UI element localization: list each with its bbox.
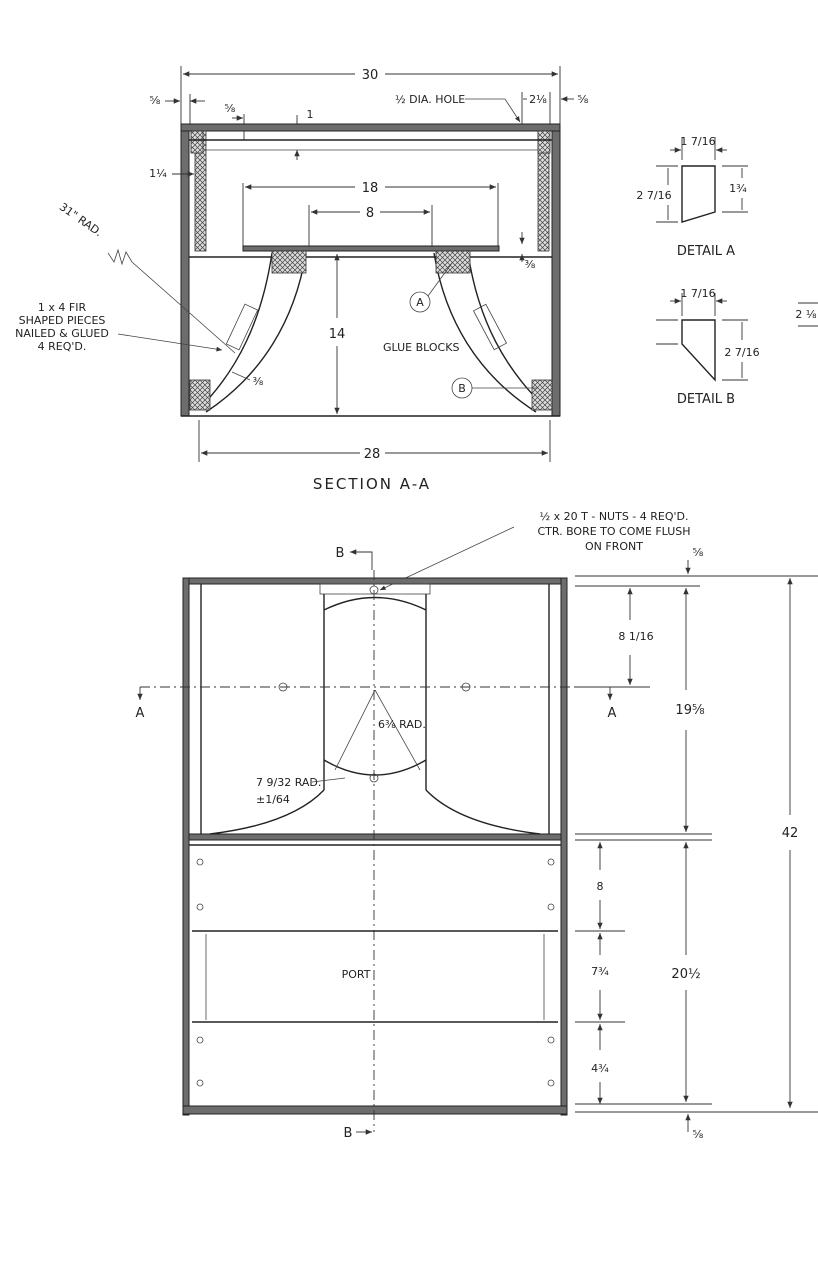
detail-a-title: DETAIL A	[676, 244, 736, 259]
section-b-label-bottom: B	[343, 1126, 353, 1141]
dim-top-5-8: ⅝	[692, 546, 704, 559]
rad-7-label: 7 9/32 RAD.	[256, 776, 322, 789]
tolerance-label: ±1/64	[256, 793, 290, 806]
dim-side-1-1-4: 1¼	[149, 167, 167, 180]
fir-note-line-4: 4 REQ'D.	[37, 340, 87, 353]
dim-horn-3-8: ⅜	[252, 375, 264, 388]
detail-b-dim-top: 1 7/16	[680, 287, 716, 300]
dim-42: 42	[781, 826, 799, 841]
section-a-label-left: A	[135, 706, 145, 721]
detail-b-dim-edge: 2 ⅛	[795, 308, 817, 321]
section-aa-view	[15, 66, 589, 493]
tnut-note-line-3: ON FRONT	[585, 540, 643, 553]
dim-inner-18: 18	[361, 181, 379, 196]
detail-a-dim-top: 1 7/16	[680, 135, 716, 148]
dim-7-3-4: 7¾	[591, 965, 609, 978]
dim-bottom-5-8: ⅝	[692, 1128, 704, 1141]
hole-note: ½ DIA. HOLE	[395, 93, 466, 106]
callout-b: B	[458, 382, 466, 395]
tnut-note-line-2: CTR. BORE TO COME FLUSH	[537, 525, 691, 538]
detail-b-title: DETAIL B	[676, 392, 736, 407]
dim-inner-8: 8	[365, 206, 375, 221]
dim-height-14: 14	[328, 327, 346, 342]
dim-20-1-2: 20½	[671, 967, 701, 982]
dim-right-2-1-8: 2⅛	[529, 93, 547, 106]
rad-6-label: 6⅜ RAD.	[378, 718, 426, 731]
dim-8: 8	[596, 880, 604, 893]
dim-left-edge: ⅝	[149, 94, 161, 107]
detail-a-dim-right: 1¾	[729, 182, 747, 195]
dim-baffle-3-8: ⅜	[524, 258, 536, 271]
tnut-note-line-1: ½ x 20 T - NUTS - 4 REQ'D.	[539, 510, 689, 523]
dim-bottom-width: 28	[363, 447, 381, 462]
fir-note-line-3: NAILED & GLUED	[15, 327, 109, 340]
detail-a-dim-left: 2 7/16	[636, 189, 672, 202]
dim-overall-width: 30	[361, 68, 379, 83]
detail-a-view	[636, 135, 748, 259]
section-aa-title: SECTION A-A	[312, 475, 432, 493]
dim-panel-1: 1	[306, 108, 314, 121]
detail-b-dim-right: 2 7/16	[724, 346, 760, 359]
front-view	[136, 510, 818, 1141]
dim-19-5-8: 19⅝	[675, 703, 705, 718]
fir-note-line-2: SHAPED PIECES	[18, 314, 106, 327]
section-a-label-right: A	[607, 706, 617, 721]
detail-b-view	[656, 287, 818, 407]
fir-note-line-1: 1 x 4 FIR	[37, 301, 87, 314]
glue-blocks-label: GLUE BLOCKS	[383, 341, 460, 354]
dim-8-1-16: 8 1/16	[618, 630, 654, 643]
dim-4-3-4: 4¾	[591, 1062, 609, 1075]
radius-note: 31" RAD.	[56, 200, 105, 240]
section-b-label-top: B	[335, 546, 345, 561]
port-label: PORT	[341, 968, 371, 981]
dim-panel-5-8: ⅝	[224, 102, 236, 115]
dim-right-5-8: ⅝	[577, 93, 589, 106]
callout-a: A	[416, 296, 424, 309]
